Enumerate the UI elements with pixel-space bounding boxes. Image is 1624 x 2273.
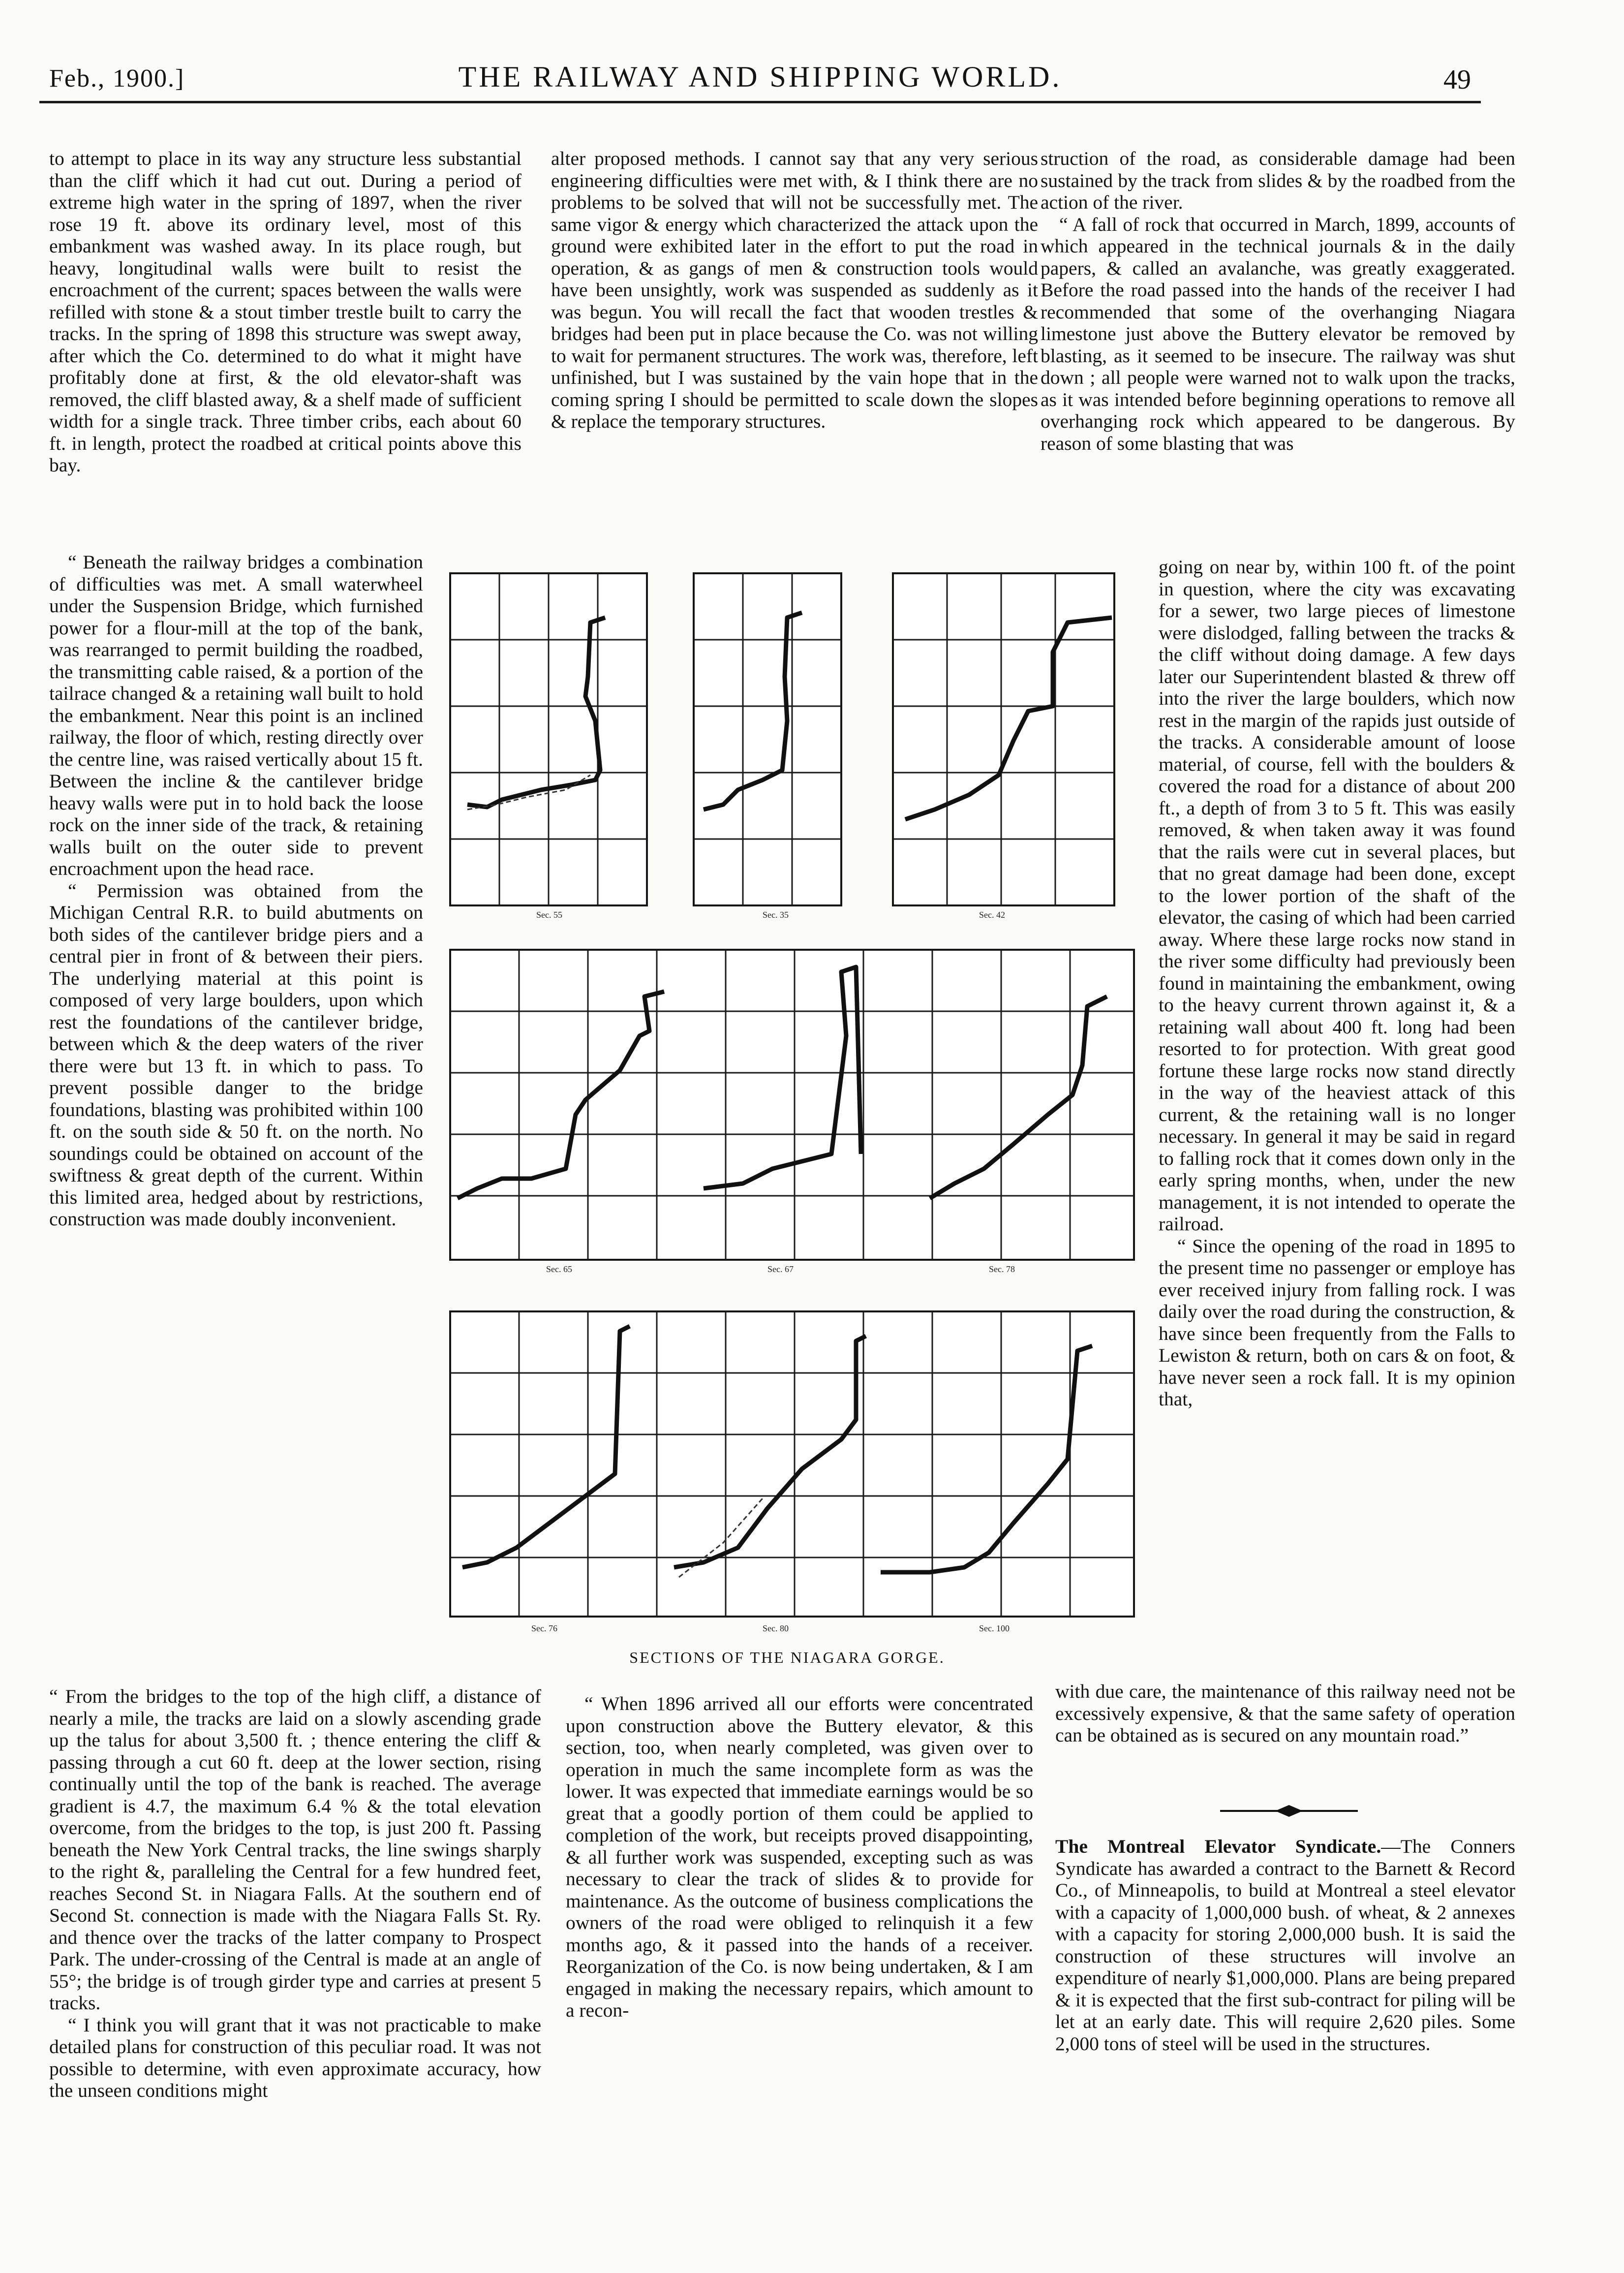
section-label: Sec. 78 bbox=[989, 1264, 1015, 1274]
figure-caption: SECTIONS OF THE NIAGARA GORGE. bbox=[629, 1649, 945, 1666]
section-panel-wide-2 bbox=[450, 1311, 1134, 1633]
paragraph: “ A fall of rock that occurred in March, 1899, accounts of which appeared in the technical journals & in the daily papers, & called an avalanche, was greatly exaggerated. Before the road passed into the hands of the receiver I had recommended that some of the overhanging Niagara limestone just above the Buttery elevator be removed by blasting, as it seemed to be insecure. The railway was shut down ; all people were warned not to walk upon the tracks, as it was intended before beginning operations to remove all overhanging rock which appeared to be dangerous. By reason of some blasting that was bbox=[1041, 213, 1515, 454]
section-label: Sec. 65 bbox=[546, 1264, 572, 1274]
paragraph: “ From the bridges to the top of the high cliff, a distance of nearly a mile, the tracks are laid on a slowly ascending grade up the talus for about 3,500 ft. ; thence entering the cliff & passing through a cut 60 ft. deep at the lower section, rising continually until the top of the bank is reached. The average gradient is 4.7, the maximum 6.4 % & the total elevation overcome, from the bridges to the top, is just 200 ft. Passing beneath the New York Central tracks, the line swings sharply to the right &, paralleling the Central for a few hundred feet, reaches Second St. in Niagara Falls. At the southern end of Second St. connection is made with the Niagara Falls St. Ry. and thence over the tracks of the latter company to Prospect Park. The under-crossing of the Central is made at an angle of 55°; the bridge is of trough girder type and carries at present 5 tracks. bbox=[49, 1685, 541, 2014]
gorge-sections-figure bbox=[448, 563, 1136, 1646]
paragraph: “ When 1896 arrived all our efforts were concentrated upon construction above the Buttery elevator, & this section, too, when nearly completed, was given over to operation in much the same incomplete form as was the lower. It was expected that immediate earnings would be so great that a goodly portion of them could be applied to completion of the work, but receipts proved disappointing, & all further work was suspended, excepting such as was necessary to clear the track of slides & to provide for maintenance. As the outcome of business complications the owners of the road were obliged to relinquish it a few months ago, & it passed into the hands of a receiver. Reorganization of the Co. is now being undertaken, & I am engaged in making the necessary repairs, which amount to a recon- bbox=[566, 1693, 1033, 2021]
paragraph: “ Since the opening of the road in 1895 to the present time no passenger or employe has ever received injury from falling rock. I was daily over the road during the construction, & have since been frequently from the Falls to Lewiston & return, both on cars & on foot, & have never seen a rock fall. It is my opinion that, bbox=[1159, 1235, 1515, 1410]
section-panel-2 bbox=[694, 573, 841, 920]
column-1-top bbox=[49, 148, 521, 551]
page-number: 49 bbox=[1443, 64, 1471, 95]
running-header bbox=[39, 49, 1481, 98]
header-rule bbox=[39, 101, 1481, 103]
column-2-top bbox=[551, 148, 1038, 561]
issue-date: Feb., 1900.] bbox=[49, 64, 185, 93]
section-label: Sec. 80 bbox=[763, 1623, 789, 1633]
column-2-bottom bbox=[566, 1693, 1033, 2259]
paragraph: going on near by, within 100 ft. of the point in question, where the city was excavating for a sewer, two large pieces of limestone were dislodged, falling between the tracks & the cliff without doing damage. A few days later our Superintendent blasted & threw off into the river the large boulders, which now rest in the margin of the rapids just outside of the tracks. A considerable amount of loose material, of course, fell with the boulders & covered the road for a distance of about 200 ft., a depth of from 3 to 5 ft. This was easily removed, & when taken away it was found that the rails were cut in several places, but that no great damage had been done, except to the lower portion of the shaft of the elevator, the casing of which had been carried away. Where these large rocks now stand in the river some difficulty had previously been found in maintaining the embankment, owing to the heavy current thrown against it, & a retaining wall about 400 ft. long had been resorted to for protection. With great good fortune these large rocks now stand directly in the way of the heaviest attack of this current, & the retaining wall is no longer necessary. In general it may be said in regard to falling rock that it comes down only in the early spring months, when, under the new management, it is not intended to operate the railroad. bbox=[1159, 556, 1515, 1235]
item-heading: The Montreal Elevator Syndicate. bbox=[1055, 1836, 1381, 1857]
paragraph: struction of the road, as considerable damage had been sustained by the track from slides & by the roadbed from the action of the river. bbox=[1041, 148, 1515, 213]
column-3-mid bbox=[1055, 1681, 1515, 1801]
paragraph: “ Beneath the railway bridges a combination of difficulties was met. A small waterwheel under the Suspension Bridge, which furnished power for a flour-mill at the top of the bank, was rearranged to permit building the roadbed, the transmitting cable raised, & a portion of the tailrace changed & a retaining wall built to hold the embankment. Near this point is an inclined railway, the floor of which, resting directly over the centre line, was raised vertically about 15 ft. Between the incline & the cantilever bridge heavy walls were put in to hold back the loose rock on the inner side of the track, & retaining walls built on the outer side to prevent encroachment upon the head race. bbox=[49, 551, 423, 879]
section-label: Sec. 76 bbox=[531, 1623, 557, 1633]
column-1-bottom bbox=[49, 1685, 541, 2261]
section-label: Sec. 55 bbox=[536, 910, 562, 920]
news-item bbox=[1055, 1836, 1515, 2126]
section-panel-1 bbox=[450, 573, 647, 920]
section-panel-3 bbox=[893, 573, 1114, 920]
column-3-narrow bbox=[1159, 556, 1515, 1681]
section-label: Sec. 67 bbox=[767, 1264, 794, 1274]
section-panel-wide-1 bbox=[450, 950, 1134, 1274]
section-label: Sec. 42 bbox=[979, 910, 1005, 920]
section-label: Sec. 35 bbox=[763, 910, 789, 920]
paragraph: “ Permission was obtained from the Michigan Central R.R. to build abutments on both sides of the cantilever bridge piers and a central pier in front of & between their piers. The underlying material at this point is composed of very large boulders, upon which rest the foundations of the cantilever bridge, between which & the deep waters of the river there were but 13 ft. in which to pass. To prevent possible danger to the bridge foundations, blasting was prohibited within 100 ft. on the south side & 50 ft. on the north. No soundings could be obtained on account of the swiftness & great depth of the current. Within this limited area, hedged about by restrictions, construction was made doubly inconvenient. bbox=[49, 879, 423, 1230]
item-body: —The Conners Syndicate has awarded a contract to the Barnett & Record Co., of Minneapolis, to build at Montreal a steel elevator with a capacity of 1,000,000 bush. of wheat, & 2 annexes with a capacity for storing 2,000,000 bush. It is said the construction of these structures will involve an expenditure of nearly $1,000,000. Plans are being prepared & it is expected that the first sub-contract for piling will be let at an early date. This will require 2,620 piles. Some 2,000 tons of steel will be used in the structures. bbox=[1055, 1836, 1515, 2055]
paragraph: with due care, the maintenance of this railway need not be excessively expensive, & that the same safety of operation can be obtained as is secured on any mountain road.” bbox=[1055, 1681, 1515, 1746]
section-label: Sec. 100 bbox=[979, 1623, 1010, 1633]
journal-title: THE RAILWAY AND SHIPPING WORLD. bbox=[458, 61, 1062, 93]
section-divider-ornament bbox=[1215, 1801, 1363, 1821]
paragraph: “ I think you will grant that it was not practicable to make detailed plans for construction of this peculiar road. It was not possible to determine, with even approximate accuracy, how the unseen conditions might bbox=[49, 2014, 541, 2101]
paragraph bbox=[1055, 1836, 1515, 2055]
column-1-narrow bbox=[49, 551, 423, 1685]
column-3-top bbox=[1041, 148, 1515, 556]
paragraph: alter proposed methods. I cannot say that any very serious engineering difficulties were met with, & I think there are no problems to be solved that will not be successfully met. The same vigor & energy which characterized the attack upon the ground were exhibited later in the effort to put the road in operation, & as gangs of men & construction tools would have been unsightly, work was suspended as suddenly as it was begun. You will recall the fact that wooden trestles & bridges had been put in place because the Co. was not willing to wait for permanent structures. The work was, therefore, left unfinished, but I was sustained by the vain hope that in the coming spring I should be permitted to scale down the slopes & replace the temporary structures. bbox=[551, 148, 1038, 432]
paragraph: to attempt to place in its way any structure less substantial than the cliff which it had cut out. During a period of extreme high water in the spring of 1897, when the river rose 19 ft. above its ordinary level, most of this embankment was washed away. In its place rough, but heavy, longitudinal walls were built to resist the encroachment of the current; spaces between the walls were refilled with stone & a stout timber trestle built to carry the tracks. In the spring of 1898 this structure was swept away, after which the Co. determined to do what it might have profitably done at first, & the old elevator-shaft was removed, the cliff blasted away, & a shelf made of sufficient width for a single track. Three timber cribs, each about 60 ft. in length, protect the roadbed at critical points above this bay. bbox=[49, 148, 521, 476]
